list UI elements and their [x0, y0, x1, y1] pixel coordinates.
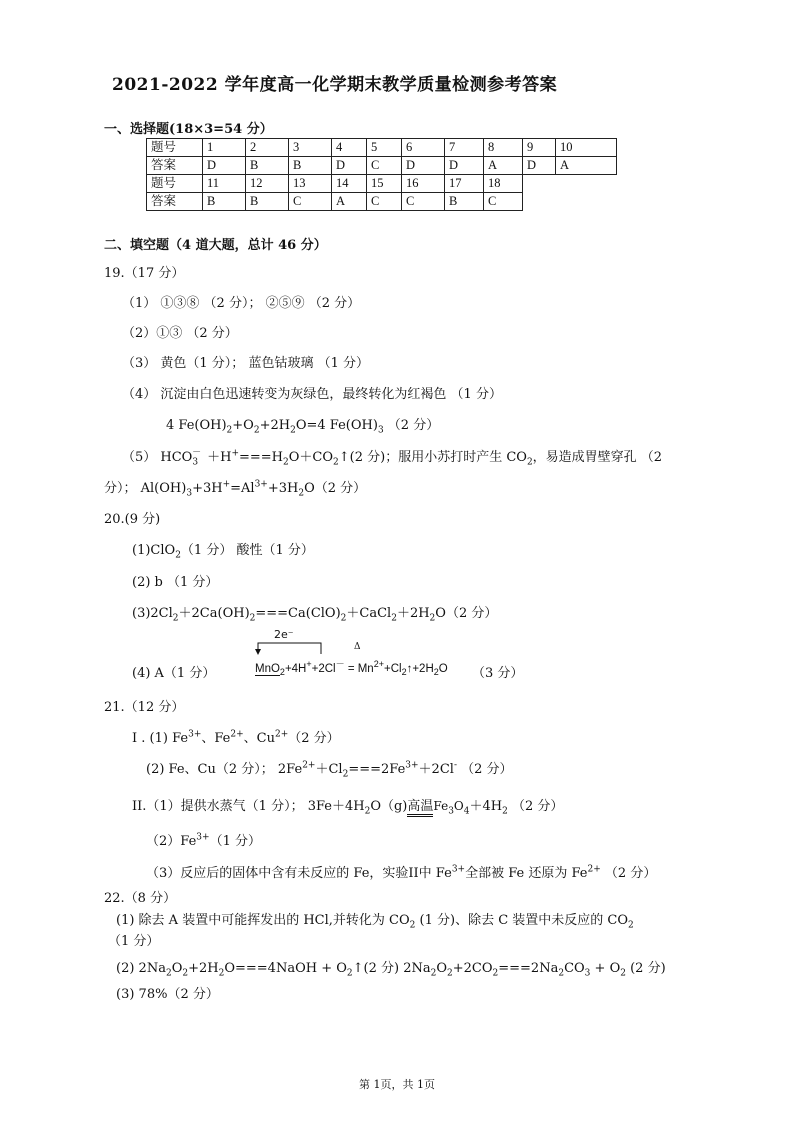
table-cell: 12 [246, 175, 289, 193]
q22-line-2: （1 分） [108, 934, 160, 949]
table-cell: A [332, 193, 367, 211]
table-row [147, 193, 617, 211]
table-cell: D [445, 157, 484, 175]
table-cell: 16 [402, 175, 445, 193]
table-cell: 11 [203, 175, 246, 193]
q22-line-3: (2) $2Na_2O_2+2H_2O===4NaOH$ + $O_2↑(2$ 分) $2Na_2O_2+2CO_2===2Na_2CO_3 + O_2$ (2 分) [116, 961, 666, 979]
section-2-heading: 二、填空题（4 道大题，总计 46 分） [104, 238, 327, 253]
q19-heading: 19.（17 分） [104, 266, 185, 281]
table-cell: 4 [332, 139, 367, 157]
table-cell: 题号 [147, 175, 203, 193]
q20-line-3: $(3)2Cl_2+2Ca(OH)_2===Ca(ClO)_2+CaCl_2+2H_2O(2$ 分） [132, 606, 498, 624]
table-cell: 14 [332, 175, 367, 193]
table-cell: B [289, 157, 332, 175]
table-cell: D [332, 157, 367, 175]
q19-line-5: （5） $HCO_3^-$ $+H^+===H_2O+CO_2↑(2$ 分)；服用小苏打时产生 $CO_2$，易造成胃壁穿孔 （2 [122, 448, 663, 468]
table-row [147, 175, 617, 193]
table-cell: D [402, 157, 445, 175]
redox-equation: $MnO_2+4H^++2Cl^- = Mn^{2+}+Cl_2↑+2H_2O$ [255, 659, 448, 678]
section-1-heading: 一、选择题(18×3=54 分） [104, 122, 273, 137]
table-cell: 题号 [147, 139, 203, 157]
q19-line-1: （1） ①③⑧ （2 分）； ②⑤⑨ （2 分） [122, 296, 361, 311]
table-cell: 15 [367, 175, 402, 193]
table-cell: 6 [402, 139, 445, 157]
q19-equation-fe: 4 $Fe(OH)_2+O_2+2H_2O=4$ $Fe(OH)_3$ （2 分） [166, 418, 440, 436]
table-cell: 答案 [147, 157, 203, 175]
q19-line-6: 分）； $Al(OH)_3+3H^+=Al^{3+}+3H_2O(2$ 分） [104, 479, 367, 499]
q21-line-4: $(2)Fe^{3+}(1$ 分） [146, 832, 261, 849]
table-cell: C [289, 193, 332, 211]
table-cell: B [445, 193, 484, 211]
table-cell-empty [523, 175, 556, 193]
q20-line-1: (1)ClO$_2$（1 分） 酸性（1 分） [132, 543, 314, 561]
q19-line-3: （3） 黄色（1 分）； 蓝色钴玻璃 （1 分） [122, 356, 369, 371]
heat-symbol: Δ [354, 642, 361, 652]
table-cell: 1 [203, 139, 246, 157]
table-cell: D [203, 157, 246, 175]
table-cell: C [484, 193, 523, 211]
q19-line-4: （4） 沉淀由白色迅速转变为灰绿色，最终转化为红褐色 （1 分） [122, 387, 502, 402]
answer-table [146, 138, 617, 211]
table-cell: A [484, 157, 523, 175]
table-cell: 17 [445, 175, 484, 193]
table-cell: 10 [556, 139, 617, 157]
q22-line-4: (3) 78%（2 分） [116, 987, 219, 1002]
q21-line-3: II.（1）提供水蒸气（1 分）； $3Fe+4H_2O(g)$高温$Fe_3O_4+4H_2$ （2 分） [132, 799, 564, 817]
q21-heading: 21.（12 分） [104, 700, 185, 715]
q22-heading: 22.（8 分） [104, 891, 177, 906]
table-row [147, 157, 617, 175]
table-cell: C [402, 193, 445, 211]
table-cell: 5 [367, 139, 402, 157]
q22-line-1: (1) 除去 A 装置中可能挥发出的 HCl,并转化为 $CO_2$ (1 分)、除去 C 装置中未反应的 $CO_2$ [116, 913, 634, 931]
table-cell: 18 [484, 175, 523, 193]
table-cell: B [246, 157, 289, 175]
q19-line-2: （2）①③ （2 分） [122, 326, 238, 341]
table-cell: B [203, 193, 246, 211]
q20-heading: 20.(9 分) [104, 512, 161, 527]
q21-line-2: (2) Fe、Cu（2 分）； $2Fe^{2+}+Cl_2===2Fe^{3+}+2Cl^-$ （2 分） [146, 760, 513, 780]
table-cell: 答案 [147, 193, 203, 211]
page-title: 2021-2022 学年度高一化学期末教学质量检测参考答案 [112, 75, 558, 95]
electron-count-label: 2e⁻ [274, 628, 294, 641]
table-cell: 13 [289, 175, 332, 193]
table-cell: 2 [246, 139, 289, 157]
table-cell: 8 [484, 139, 523, 157]
q20-line-4-label: (4) A（1 分） [132, 666, 216, 681]
table-cell: A [556, 157, 617, 175]
table-cell-empty [556, 193, 617, 211]
q20-line-2: (2) b （1 分） [132, 575, 219, 590]
table-cell: C [367, 157, 402, 175]
table-cell: D [523, 157, 556, 175]
q20-line-4-score: （3 分） [472, 666, 524, 681]
table-cell: 3 [289, 139, 332, 157]
table-cell-empty [523, 193, 556, 211]
table-cell-empty [556, 175, 617, 193]
table-cell: 9 [523, 139, 556, 157]
table-row [147, 139, 617, 157]
q21-line-5: （3）反应后的固体中含有未反应的 Fe，实验II中 $Fe^{3+}$全部被 Fe 还原为 $Fe^{2+}$ （2 分） [146, 864, 657, 881]
table-cell: 7 [445, 139, 484, 157]
page-footer: 第 1页，共 1页 [359, 1078, 435, 1091]
table-cell: C [367, 193, 402, 211]
table-cell: B [246, 193, 289, 211]
q21-line-1: I . (1) $Fe^{3+}$、$Fe^{2+}$、$Cu^{2+}(2$ 分） [132, 729, 340, 746]
